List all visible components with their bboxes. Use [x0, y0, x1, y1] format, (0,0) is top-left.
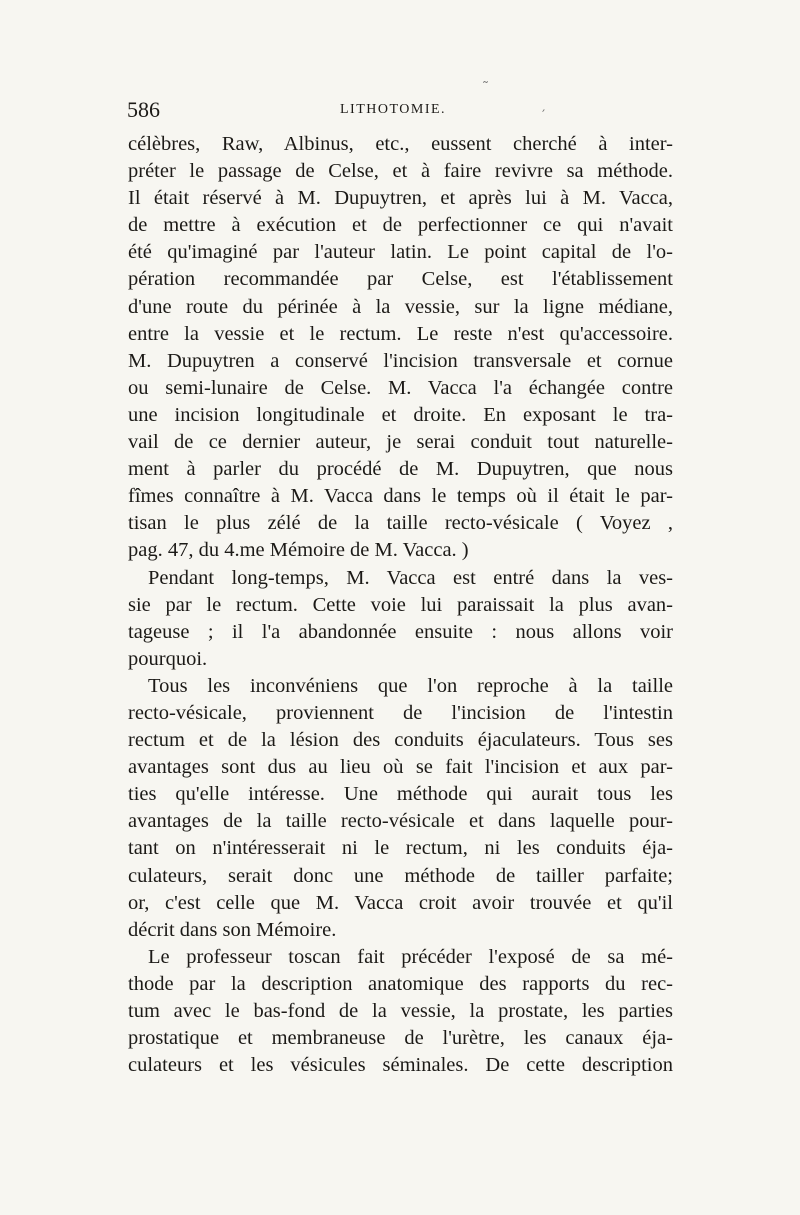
- scan-mark-icon: ′: [542, 108, 546, 124]
- text-line: Il était réservé à M. Dupuytren, et après lui à M. Vacca,: [128, 187, 673, 210]
- text-line: tant on n'intéresserait ni le rectum, ni les conduits éja-: [128, 837, 673, 860]
- text-line: M. Dupuytren a conservé l'incision transversale et cornue: [128, 349, 673, 372]
- text-line: entre la vessie et le rectum. Le reste n'est qu'accessoire.: [128, 322, 673, 345]
- text-line: célèbres, Raw, Albinus, etc., eussent cherché à inter-: [128, 133, 673, 155]
- text-line: tum avec le bas-fond de la vessie, la prostate, les parties: [128, 1000, 673, 1022]
- text-line: sie par le rectum. Cette voie lui paraissait la plus avan-: [128, 593, 673, 616]
- text-line: fîmes connaître à M. Vacca dans le temps où il était le par-: [128, 485, 673, 508]
- text-line: thode par la description anatomique des rapports du rec-: [128, 972, 673, 995]
- body-text: [128, 131, 673, 1079]
- running-title: LITHOTOMIE.: [340, 102, 447, 117]
- text-line: Pendant long-temps, M. Vacca est entré dans la ves-: [148, 566, 673, 589]
- text-line: culateurs et les vésicules séminales. De cette description: [128, 1054, 673, 1077]
- scan-mark-icon: ˜: [482, 80, 489, 96]
- running-head: [125, 97, 685, 127]
- text-line: été qu'imaginé par l'auteur latin. Le point capital de l'o-: [128, 241, 673, 264]
- text-line: d'une route du périnée à la vessie, sur la ligne médiane,: [128, 295, 673, 318]
- text-line: Le professeur toscan fait précéder l'exposé de sa mé-: [148, 945, 673, 968]
- text-line: une incision longitudinale et droite. En exposant le tra-: [128, 403, 673, 426]
- text-line: ou semi-lunaire de Celse. M. Vacca l'a échangée contre: [128, 376, 673, 399]
- text-line: ment à parler du procédé de M. Dupuytren, que nous: [128, 458, 673, 481]
- text-line: or, c'est celle que M. Vacca croit avoir trouvée et qu'il: [128, 891, 673, 914]
- page-number: 586: [127, 97, 160, 122]
- text-line: ties qu'elle intéresse. Une méthode qui aurait tous les: [128, 783, 673, 806]
- text-line: pag. 47, du 4.me Mémoire de M. Vacca. ): [128, 539, 469, 562]
- text-line: pération recommandée par Celse, est l'établissement: [128, 268, 673, 291]
- text-line: avantages sont dus au lieu où se fait l'incision et aux par-: [128, 756, 673, 779]
- text-line: décrit dans son Mémoire.: [128, 918, 337, 941]
- text-line: culateurs, serait donc une méthode de tailler parfaite;: [128, 864, 673, 887]
- text-line: tisan le plus zélé de la taille recto-vésicale ( Voyez ,: [128, 512, 673, 535]
- text-line: avantages de la taille recto-vésicale et dans laquelle pour-: [128, 810, 673, 833]
- text-line: rectum et de la lésion des conduits éjaculateurs. Tous ses: [128, 729, 673, 752]
- text-line: tageuse ; il l'a abandonnée ensuite : nous allons voir: [128, 620, 673, 643]
- text-line: Tous les inconvéniens que l'on reproche à la taille: [148, 674, 673, 697]
- text-line: pourquoi.: [128, 647, 208, 670]
- text-line: préter le passage de Celse, et à faire revivre sa méthode.: [128, 160, 673, 183]
- text-line: de mettre à exécution et de perfectionner ce qui n'avait: [128, 214, 673, 237]
- text-line: prostatique et membraneuse de l'urètre, les canaux éja-: [128, 1027, 673, 1050]
- text-line: vail de ce dernier auteur, je serai conduit tout naturelle-: [128, 431, 673, 454]
- text-line: recto-vésicale, proviennent de l'incision de l'intestin: [128, 701, 673, 724]
